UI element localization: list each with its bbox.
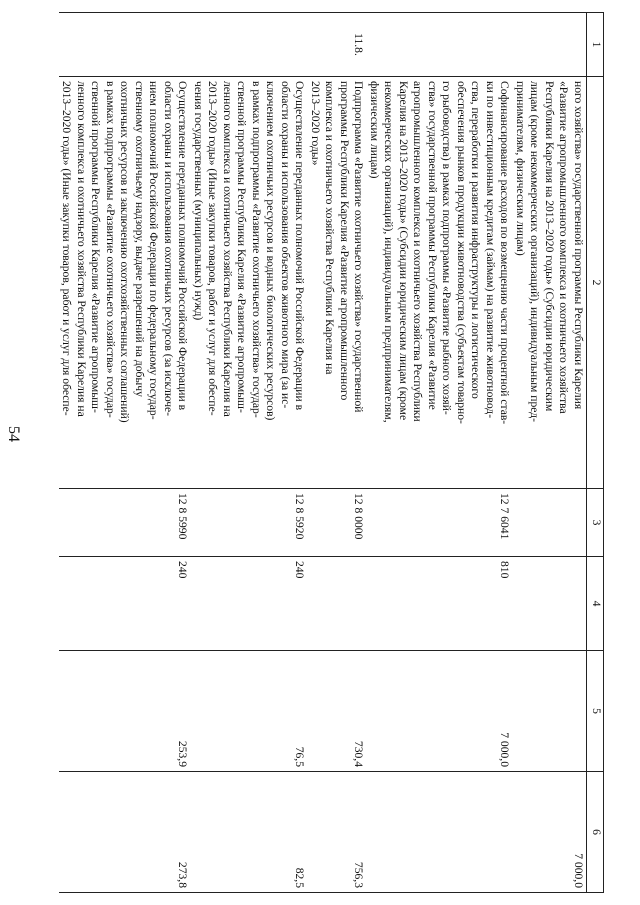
description-line: ственной программы Республики Карелия «Развитие агропромыш- — [235, 81, 249, 413]
description-line: принимателям, физическим лицам) — [514, 81, 527, 256]
row-description — [59, 77, 191, 489]
column-header: 5 — [587, 651, 604, 772]
table-body — [59, 13, 587, 893]
description-line: комплекса и охотничьего хозяйства Республики Карелия на — [323, 81, 337, 375]
description-line: физическим лицам) — [368, 81, 381, 179]
expense-type — [513, 557, 587, 651]
row-description — [513, 77, 587, 489]
target-code: 12 8 5920 — [191, 489, 308, 557]
row-number: 11.8. — [308, 13, 367, 77]
amount-year-2 — [367, 772, 513, 893]
amount-year-2: 273,8 — [59, 772, 191, 893]
description-line: нием полномочий Российской Федерации по федеральному государ- — [147, 81, 161, 420]
row-description — [191, 77, 308, 489]
target-code: 12 7 6041 — [367, 489, 513, 557]
rotated-page — [52, 12, 604, 892]
description-line: в рамках подпрограммы «Развитие охотничьего хозяйства» государ- — [250, 81, 263, 418]
description-line: ленного комплекса и охотничьего хозяйства Республики Карелия на — [75, 81, 88, 417]
description-line: ки по инвестиционным кредитам (займам) на развитие животновод- — [484, 81, 497, 419]
description-line: «Развитие агропромышленного комплекса и охотничьего хозяйства — [557, 81, 571, 414]
expense-type — [308, 557, 367, 651]
description-line: области охраны и использования объектов животного мира (за ис- — [279, 81, 292, 409]
description-line: ленного комплекса и охотничьего хозяйства Республики Карелия на — [221, 81, 234, 417]
description-line: ного хозяйства» государственной программы Республики Карелия — [572, 81, 585, 410]
table-row — [367, 13, 513, 893]
description-line: программы Республики Карелия «Развитие агропромышленного — [338, 81, 351, 401]
description-line: 2013–2020 годы» (Иные закупки товаров, работ и услуг для обеспе- — [60, 81, 74, 416]
table-row — [513, 13, 587, 893]
description-line: охотничьих ресурсов и заключению охотхозяйственных соглашений) — [118, 81, 132, 423]
column-header: 6 — [587, 772, 604, 893]
amount-year-1: 76,5 — [191, 651, 308, 772]
budget-table — [59, 12, 604, 893]
row-number — [191, 13, 308, 77]
table-row — [59, 13, 191, 893]
amount-year-2: 756,3 — [308, 772, 367, 893]
column-header: 2 — [587, 77, 604, 489]
description-line: 2013–2020 годы» — [309, 81, 322, 166]
description-line: ключением охотничьих ресурсов и водных биологических ресурсов) — [264, 81, 278, 421]
amount-year-1: 730,4 — [308, 651, 367, 772]
target-code: 12 8 0000 — [308, 489, 367, 557]
amount-year-1: 7 000,0 — [367, 651, 513, 772]
description-line: лицам (кроме некоммерческих организаций), индивидуальным пред- — [528, 81, 542, 423]
row-description — [367, 77, 513, 489]
column-header: 1 — [587, 13, 604, 77]
table-row — [191, 13, 308, 893]
description-line: ственной программы Республики Карелия «Развитие агропромыш- — [89, 81, 103, 413]
row-number — [367, 13, 513, 77]
description-line: Республики Карелия на 2013–2020 годы» (Субсидии юридическим — [543, 81, 556, 412]
description-line: го рыбоводства) в рамках подпрограммы «Развитие рыбного хозяй- — [440, 81, 454, 415]
row-description — [308, 77, 367, 489]
description-line: ственному охотничьему надзору, выдаче разрешений на добычу — [133, 81, 146, 397]
column-header: 4 — [587, 557, 604, 651]
expense-type: 810 — [367, 557, 513, 651]
description-line: Осуществление переданных полномочий Российской Федерации в — [293, 81, 307, 411]
amount-year-2: 82,5 — [191, 772, 308, 893]
row-number — [513, 13, 587, 77]
description-line: агропромышленного комплекса и охотничьего хозяйства Республики — [411, 81, 425, 422]
description-line: в рамках подпрограммы «Развитие охотничьего хозяйства» государ- — [104, 81, 117, 418]
column-header: 3 — [587, 489, 604, 557]
description-line: Карелия на 2013–2020 годы» (Субсидии юридическим лицам (кроме — [397, 81, 410, 421]
expense-type: 240 — [59, 557, 191, 651]
description-line: области охраны и использования охотничьих ресурсов (за исключе- — [162, 81, 175, 417]
description-line: чения государственных (муниципальных) нужд) — [192, 81, 205, 321]
description-line: Подпрограмма «Развитие охотничьего хозяйства» государственной — [352, 81, 366, 413]
description-line: обеспечения рынков продукции животноводства (субъектам товарно- — [455, 81, 468, 424]
description-line: 2013–2020 годы» (Иные закупки товаров, работ и услуг для обеспе- — [206, 81, 220, 416]
column-header-row — [587, 13, 604, 893]
amount-year-1: 253,9 — [59, 651, 191, 772]
target-code: 12 8 5990 — [59, 489, 191, 557]
target-code — [513, 489, 587, 557]
description-line: Осуществление переданных полномочий Российской Федерации в — [176, 81, 190, 411]
description-line: Софинансирование расходов по возмещению части процентной став- — [498, 81, 512, 425]
description-line: ства» государственной программы Республики Карелия «Развитие — [426, 81, 439, 410]
description-line: ства, переработки и развития инфраструктуры и логистического — [469, 81, 483, 399]
page-number: 54 — [5, 426, 22, 442]
table-row — [308, 13, 367, 893]
row-number — [59, 13, 191, 77]
amount-year-1 — [513, 651, 587, 772]
amount-year-2: 7 000,0 — [513, 772, 587, 893]
expense-type: 240 — [191, 557, 308, 651]
description-line: некоммерческих организаций), индивидуальным предпринимателям, — [382, 81, 396, 423]
